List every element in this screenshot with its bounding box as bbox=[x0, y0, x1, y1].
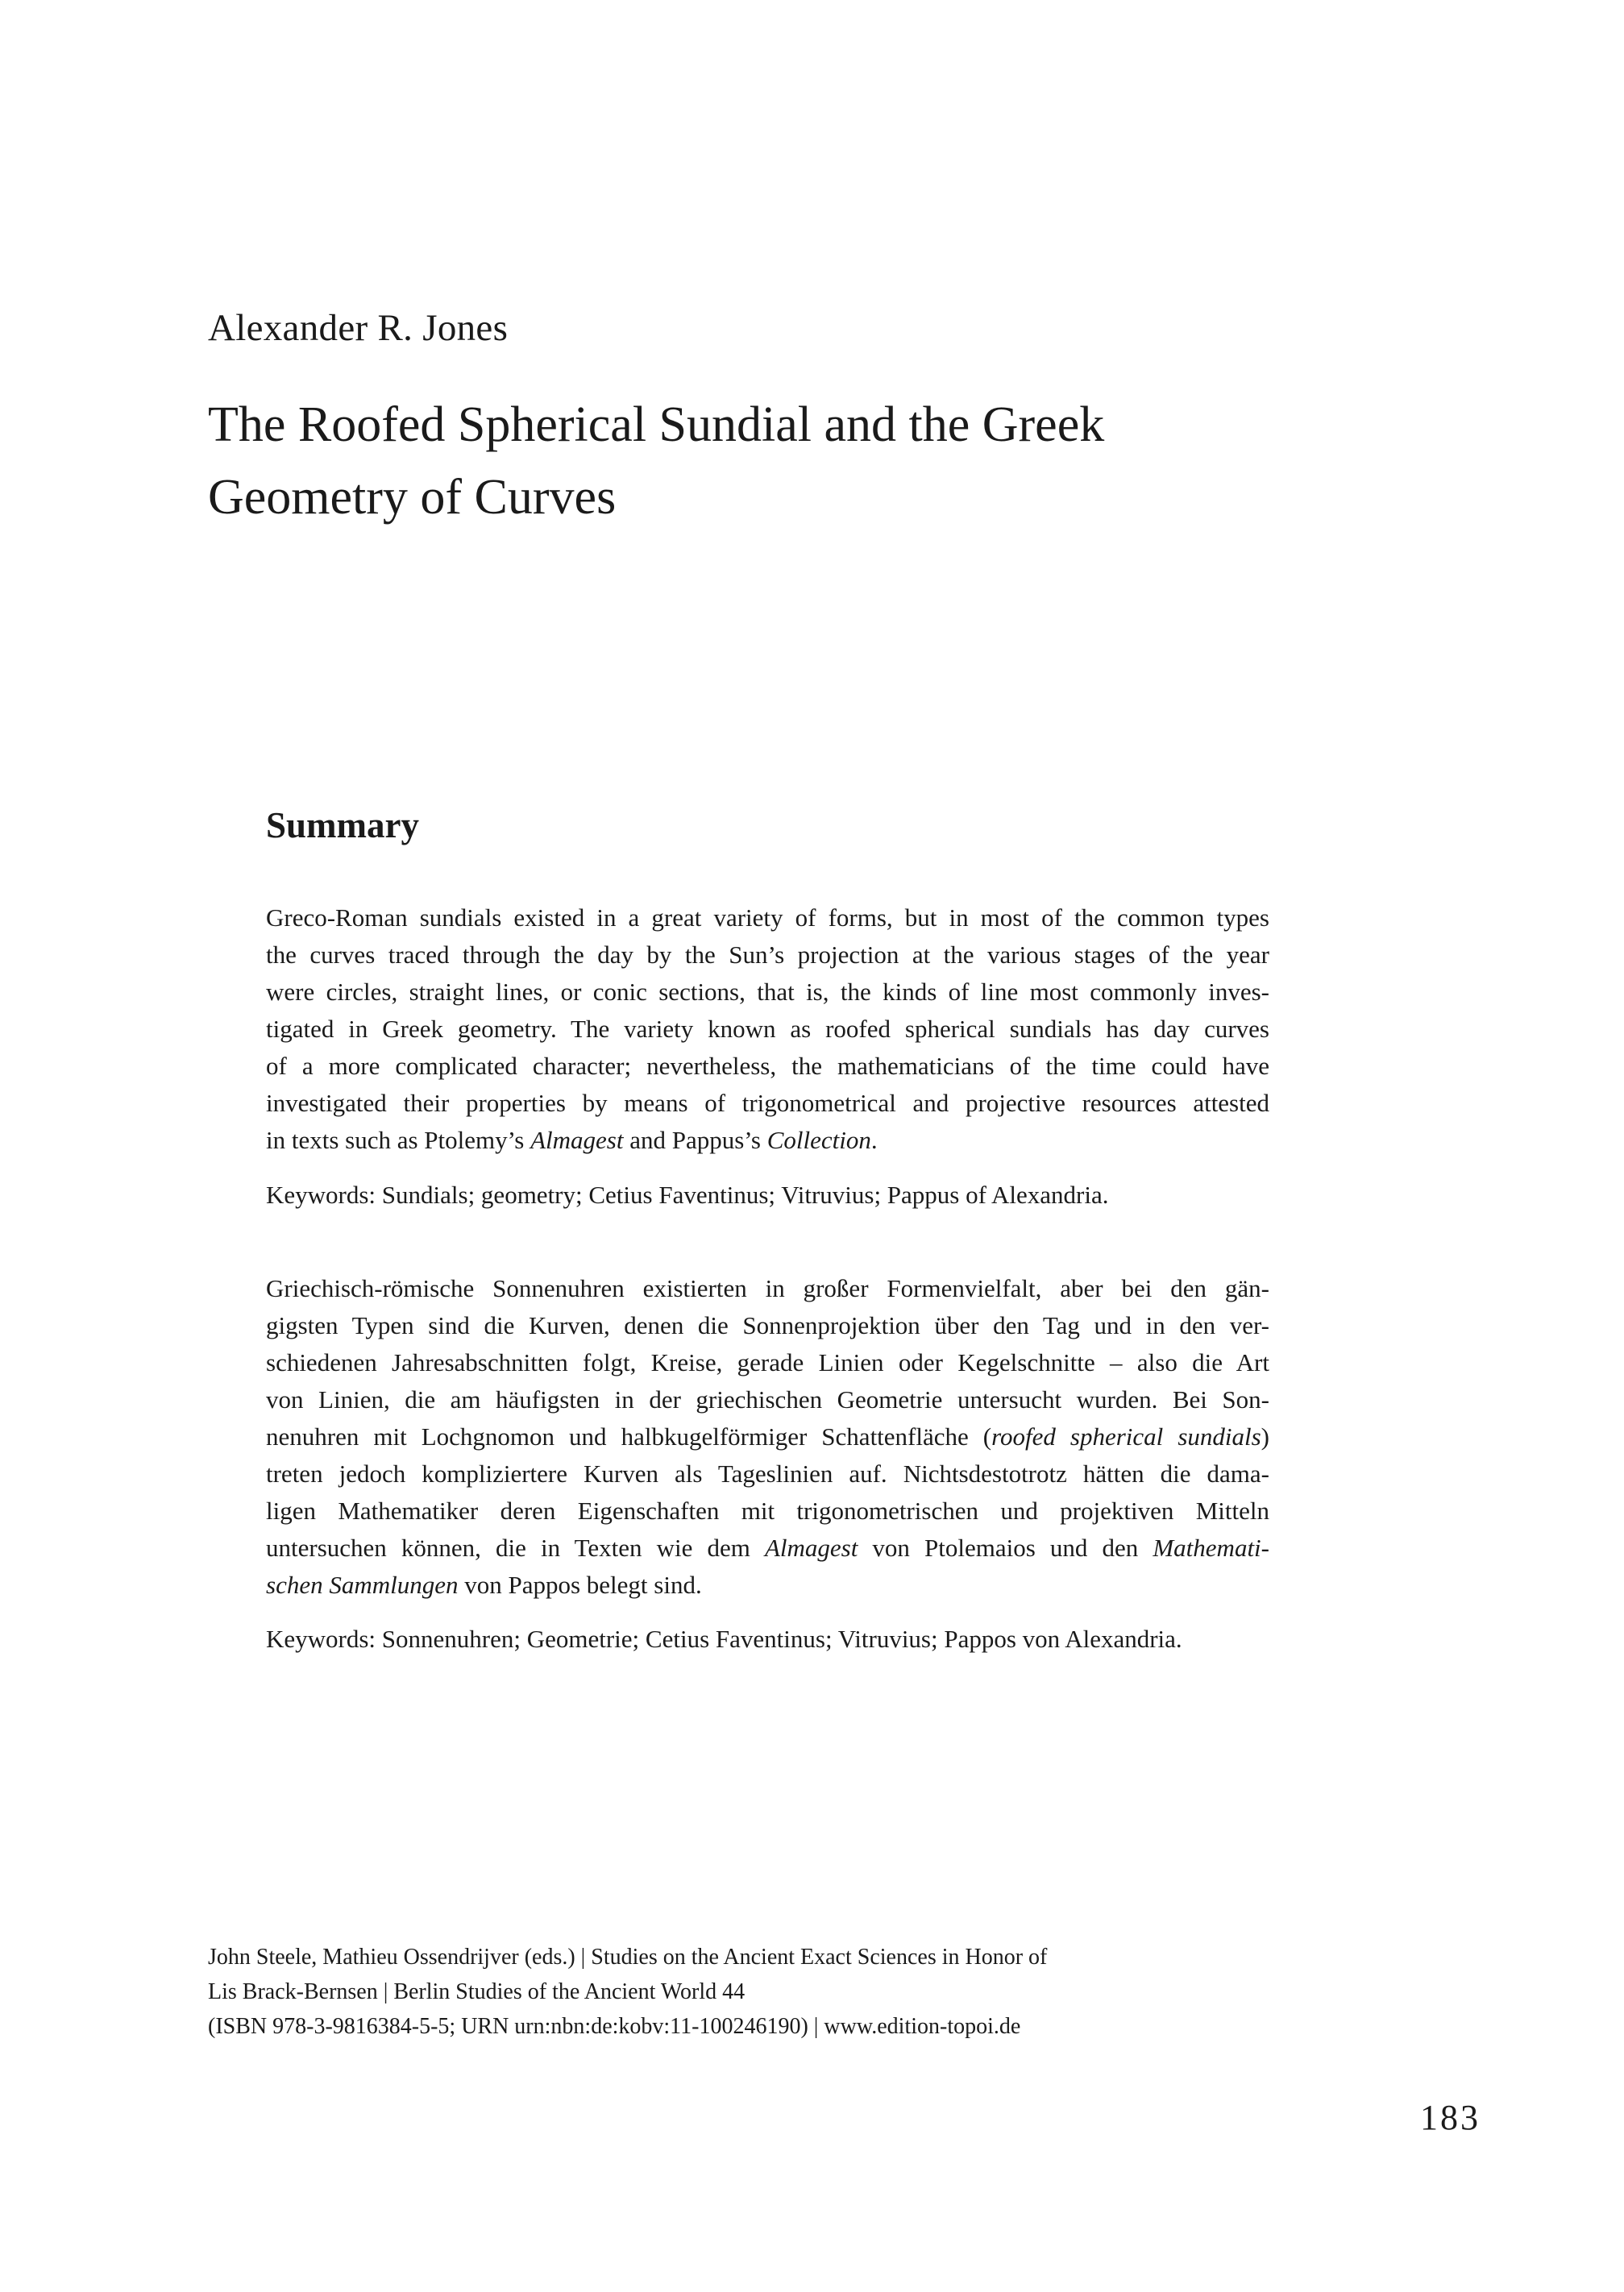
abstract-line bbox=[266, 1530, 1269, 1567]
abstract-line bbox=[266, 1567, 1269, 1604]
summary-heading: Summary bbox=[266, 805, 419, 845]
italic-title: Collection bbox=[766, 1126, 871, 1154]
text-run: and Pappus’s bbox=[623, 1126, 767, 1154]
english-abstract bbox=[266, 899, 1269, 1159]
title-line: The Roofed Spherical Sundial and the Greek bbox=[208, 397, 1105, 452]
text-run: von Pappos belegt sind. bbox=[458, 1571, 702, 1599]
abstract-line: von Linien, die am häufigsten in der griechischen Geometrie untersucht wurden. Bei Son- bbox=[266, 1385, 1269, 1414]
author-name: Alexander R. Jones bbox=[208, 307, 509, 349]
abstract-line: were circles, straight lines, or conic sections, that is, the kinds of line most commonly inves- bbox=[266, 978, 1269, 1006]
abstract-line: schiedenen Jahresabschnitten folgt, Kreise, gerade Linien oder Kegelschnitte – also die Art bbox=[266, 1348, 1269, 1376]
german-abstract bbox=[266, 1270, 1269, 1604]
text-run: in texts such as Ptolemy’s bbox=[266, 1126, 531, 1154]
abstract-line: treten jedoch kompliziertere Kurven als Tageslinien auf. Nichtsdestotrotz hätten die dama- bbox=[266, 1459, 1269, 1488]
abstract-line: of a more complicated character; nevertheless, the mathematicians of the time could have bbox=[266, 1052, 1269, 1080]
text-run: nenuhren mit Lochgnomon und halbkugelförmiger Schattenfläche ( bbox=[266, 1422, 992, 1451]
italic-title: Mathemati- bbox=[1153, 1534, 1269, 1562]
footer-line: (ISBN 978-3-9816384-5-5; URN urn:nbn:de:kobv:11-100246190) | www.edition-topoi.de bbox=[208, 2014, 1021, 2039]
footer-line: John Steele, Mathieu Ossendrijver (eds.) | Studies on the Ancient Exact Sciences in Honor of bbox=[208, 1945, 1048, 1970]
abstract-line bbox=[266, 1418, 1269, 1455]
english-keywords: Keywords: Sundials; geometry; Cetius Faventinus; Vitruvius; Pappus of Alexandria. bbox=[266, 1181, 1109, 1209]
abstract-line bbox=[266, 1122, 1269, 1159]
article-title bbox=[208, 388, 1256, 534]
abstract-line: the curves traced through the day by the Sun’s projection at the various stages of the year bbox=[266, 940, 1269, 969]
german-keywords: Keywords: Sonnenuhren; Geometrie; Cetius Faventinus; Vitruvius; Pappos von Alexandria. bbox=[266, 1625, 1182, 1653]
abstract-line: tigated in Greek geometry. The variety known as roofed spherical sundials has day curves bbox=[266, 1015, 1269, 1043]
italic-term: roofed spherical sundials bbox=[991, 1422, 1261, 1451]
footer-line: Lis Brack-Bernsen | Berlin Studies of the Ancient World 44 bbox=[208, 1979, 746, 2004]
abstract-line: gigsten Typen sind die Kurven, denen die Sonnenprojektion über den Tag und in den ver- bbox=[266, 1311, 1269, 1339]
text-run: . bbox=[870, 1126, 878, 1154]
italic-title: schen Sammlungen bbox=[266, 1571, 459, 1599]
italic-title: Almagest bbox=[530, 1126, 624, 1154]
abstract-line: investigated their properties by means of trigonometrical and projective resources attested bbox=[266, 1089, 1269, 1117]
publication-footer bbox=[208, 1940, 1047, 2044]
text-run: ) bbox=[1261, 1422, 1269, 1451]
abstract-line: ligen Mathematiker deren Eigenschaften mit trigonometrischen und projektiven Mitteln bbox=[266, 1497, 1269, 1525]
abstract-line: Griechisch-römische Sonnenuhren existierten in großer Formenvielfalt, aber bei den gän- bbox=[266, 1274, 1269, 1302]
text-run: untersuchen können, die in Texten wie dem bbox=[266, 1534, 765, 1562]
italic-title: Almagest bbox=[764, 1534, 858, 1562]
title-line: Geometry of Curves bbox=[208, 470, 617, 525]
text-run: von Ptolemaios und den bbox=[858, 1534, 1153, 1562]
page-number: 183 bbox=[1420, 2098, 1481, 2137]
abstract-line: Greco-Roman sundials existed in a great variety of forms, but in most of the common types bbox=[266, 903, 1269, 932]
